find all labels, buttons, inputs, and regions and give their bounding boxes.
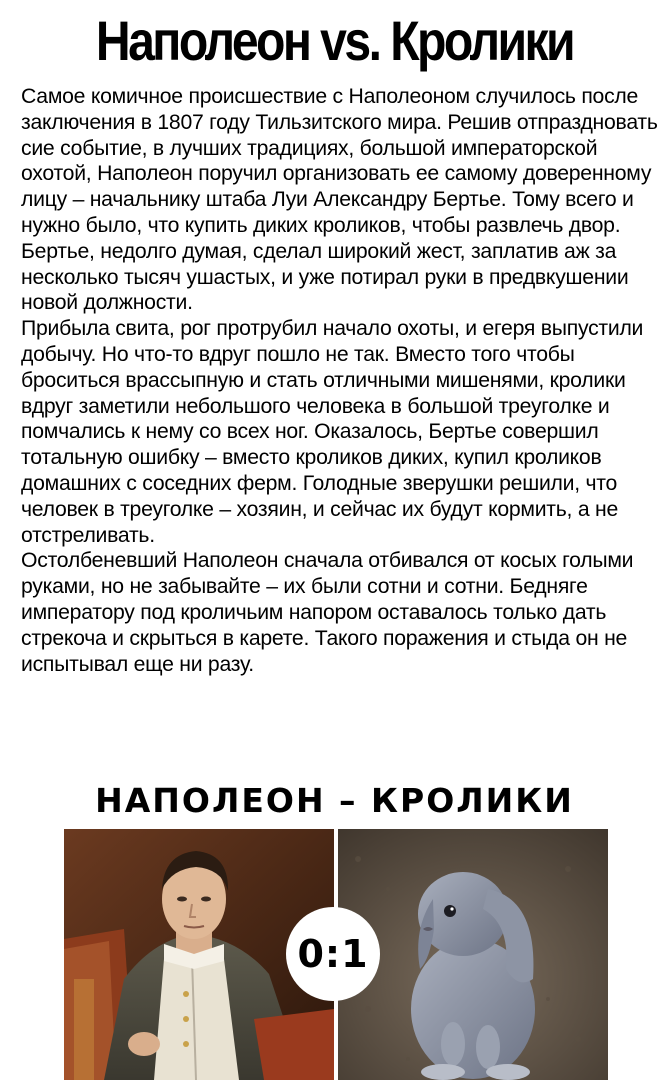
article-paragraph-3: Остолбеневший Наполеон сначала отбивался от косых голыми руками, но не забывайте – их были сотни и сотни. Бедняге императору под кроличьим напором оставалось только дать стрекоча и скрыться в карете. Такого поражения и стыда он не испытывал еще ни разу. xyxy=(21,549,634,676)
page-title: Наполеон vs. Кролики xyxy=(95,9,574,72)
article-paragraph-1: Самое комичное происшествие с Наполеоном случилось после заключения в 1807 году Тильзитского мира. Решив отпраздновать сие событие, в лучших традициях, большой императорской охотой, Наполеон поручил организовать ее самому доверенному лицу – начальнику штаба Луи Александру Бертье. Тому всего и нужно было, что купить диких кроликов, чтобы развлечь двор. Бертье, недолго думая, сделал широкий жест, заплатив аж за несколько тысяч ушастых, и уже потирал руки в предвкушении новой должности. xyxy=(21,85,658,315)
article-paragraph-2: Прибыла свита, рог протрубил начало охоты, и егеря выпустили добычу. Но что-то вдруг пошло не так. Вместо того чтобы броситься врассыпную и стать отличными мишенями, кролики вдруг заметили небольшого человека в большой треуголке и помчались к нему со всех ног. Оказалось, Бертье совершил тотальную ошибку – вместо кроликов диких, купил кроликов домашних с соседних ферм. Голодные зверушки решили, что человек в треуголке – хозяин, и сейчас их будут кормить, а не отстреливать. xyxy=(21,317,644,547)
score-badge: 0:1 xyxy=(286,907,380,1001)
scoreboard-heading: НАПОЛЕОН – КРОЛИКИ xyxy=(95,781,574,820)
article-text xyxy=(21,84,661,677)
